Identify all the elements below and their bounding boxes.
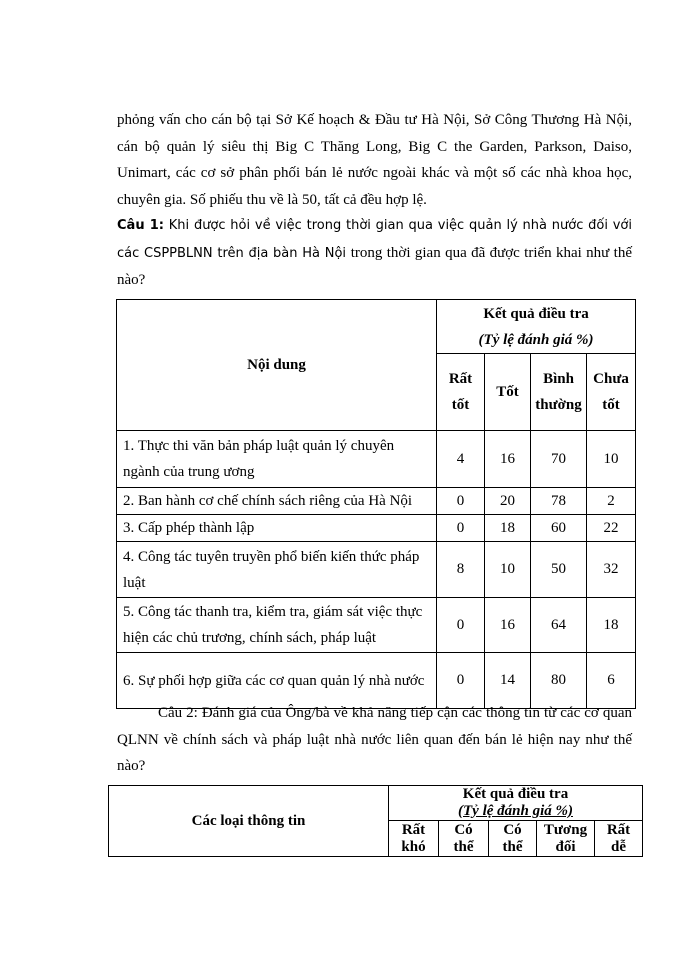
cell-value: 2 bbox=[587, 488, 636, 515]
cell-value: 6 bbox=[587, 653, 636, 709]
col-header: Tương đối bbox=[537, 821, 595, 857]
row-label: 5. Công tác thanh tra, kiểm tra, giám sát việc thực hiện các chủ trương, chính sách, pháp luật bbox=[117, 598, 437, 653]
table-row bbox=[117, 431, 636, 488]
cell-value: 0 bbox=[437, 653, 485, 709]
header-result-2-rate: (Tỷ lệ đánh giá %) bbox=[458, 803, 573, 819]
cell-value: 16 bbox=[485, 431, 531, 488]
cell-value: 14 bbox=[485, 653, 531, 709]
row-label: 6. Sự phối hợp giữa các cơ quan quản lý nhà nước bbox=[117, 653, 437, 709]
cell-value: 80 bbox=[531, 653, 587, 709]
cell-value: 0 bbox=[437, 598, 485, 653]
cell-value: 70 bbox=[531, 431, 587, 488]
col-header: Có thể bbox=[439, 821, 489, 857]
col-header: Có thể bbox=[489, 821, 537, 857]
header-result-2-title: Kết quả điều tra bbox=[462, 786, 569, 802]
table-row bbox=[117, 515, 636, 542]
question-1 bbox=[117, 213, 632, 295]
cell-value: 18 bbox=[485, 515, 531, 542]
header-result-2 bbox=[389, 786, 643, 821]
table-row bbox=[117, 598, 636, 653]
cell-value: 50 bbox=[531, 542, 587, 598]
col-header: Rất khó bbox=[389, 821, 439, 857]
row-label: 2. Ban hành cơ chế chính sách riêng của Hà Nội bbox=[117, 488, 437, 515]
row-label: 3. Cấp phép thành lập bbox=[117, 515, 437, 542]
question-2: Câu 2: Đánh giá của Ông/bà về khả năng tiếp cận các thông tin từ các cơ quan QLNN về chính sách và pháp luật nhà nước liên quan đến bán lẻ hiện nay như thế nào? bbox=[117, 705, 632, 774]
cell-value: 20 bbox=[485, 488, 531, 515]
cell-value: 18 bbox=[587, 598, 636, 653]
row-label: 4. Công tác tuyên truyền phổ biến kiến thức pháp luật bbox=[117, 542, 437, 598]
intro-paragraph: phỏng vấn cho cán bộ tại Sở Kế hoạch & Đầu tư Hà Nội, Sở Công Thương Hà Nội, cán bộ quản lý siêu thị Big C Thăng Long, Big C the Garden, Parkson, Daiso, Unimart, các cơ sở phân phối bán lẻ nước ngoài khác và một số các nhà khoa học, chuyên gia. Số phiếu thu về là 50, tất cả đều hợp lệ. bbox=[117, 112, 632, 208]
cell-value: 16 bbox=[485, 598, 531, 653]
cell-value: 0 bbox=[437, 488, 485, 515]
cell-value: 10 bbox=[587, 431, 636, 488]
cell-value: 32 bbox=[587, 542, 636, 598]
header-result-title: Kết quả điều tra bbox=[483, 305, 589, 322]
header-result-rate: (Tỷ lệ đánh giá %) bbox=[478, 331, 594, 348]
table-row bbox=[117, 542, 636, 598]
col-header: Chưa tốt bbox=[587, 354, 636, 431]
cell-value: 4 bbox=[437, 431, 485, 488]
header-content: Nội dung bbox=[117, 300, 437, 431]
row-label: 1. Thực thi văn bản pháp luật quản lý chuyên ngành của trung ương bbox=[117, 431, 437, 488]
question-1-text-tail: trong thời gian qua đã được triển khai như thế nào? bbox=[117, 244, 632, 288]
cell-value: 60 bbox=[531, 515, 587, 542]
cell-value: 0 bbox=[437, 515, 485, 542]
survey-table-2 bbox=[108, 785, 643, 857]
cell-value: 8 bbox=[437, 542, 485, 598]
cell-value: 78 bbox=[531, 488, 587, 515]
header-info-type: Các loại thông tin bbox=[109, 786, 389, 857]
cell-value: 64 bbox=[531, 598, 587, 653]
col-header: Rất dễ bbox=[595, 821, 643, 857]
table-row bbox=[117, 488, 636, 515]
question-1-text: Khi được hỏi về việc trong thời gian qua việc quản lý nhà nước đối với các CSPPBLNN trên địa bàn Hà Nội bbox=[117, 218, 632, 261]
cell-value: 22 bbox=[587, 515, 636, 542]
cell-value: 10 bbox=[485, 542, 531, 598]
col-header: Tốt bbox=[485, 354, 531, 431]
col-header: Rất tốt bbox=[437, 354, 485, 431]
question-1-label: Câu 1: bbox=[117, 218, 164, 233]
col-header: Bình thường bbox=[531, 354, 587, 431]
header-result bbox=[437, 300, 636, 354]
survey-table-1 bbox=[116, 299, 636, 709]
